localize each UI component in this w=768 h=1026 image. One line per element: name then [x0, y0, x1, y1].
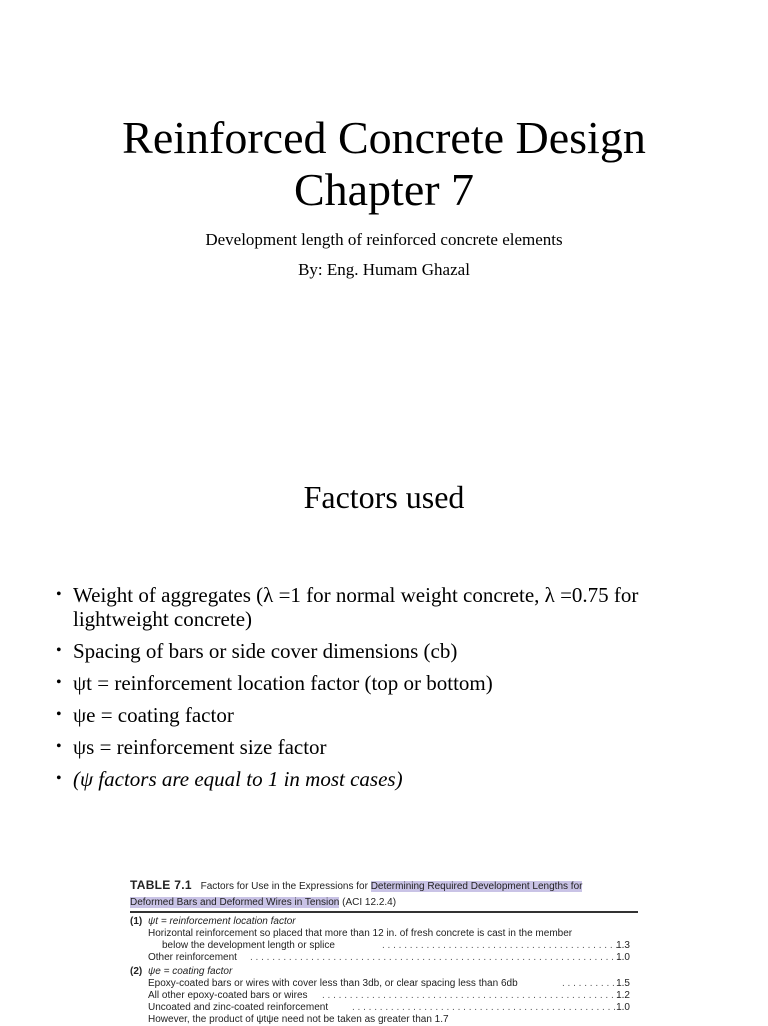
bullet-icon: •: [56, 642, 62, 659]
aci-factor-table: TABLE 7.1 Factors for Use in the Expressions for Determining Required Development Lengths for Deformed Bars and Deformed Wires in Tension (ACI 12.2.4) (1) ψt = reinforcement location factor Horizontal reinforcement so placed that more than 12 in. of fresh concrete is cast in the member below the development length or splice . . . . . . . . . . . . . . . . . . . . . . . . . . . . . . . . . . . . . . . . . . . 1.3 Other reinforcement . . . . . . . . . . . . . . . . . . . . . . . . . . . . . . . . . . . . . . . . . . . . . . . . . . . . . . . . . . . . . . . . . . . 1.0 (2) ψe = coating factor Epoxy-coated bars or wires with cover less than 3db, or clear spacing less than 6db . . . . . . . . . . 1.5 All other epoxy-coated bars or wires . . . . . . . . . . . . . . . . . . . . . . . . . . . . . . . . . . . . . . . . . . . . . . . . . . . . . . 1.2 Uncoated and zinc-coated reinforcement . . . . . . . . . . . . . . . . . . . . . . . . . . . . . . . . . . . . . . . . . . . . . . . . 1.0 However, the product of ψtψe need not be taken as greater than 1.7: [130, 874, 640, 1024]
bullet-item: • Spacing of bars or side cover dimensions (cb): [56, 639, 458, 663]
title-line-1: Reinforced Concrete Design: [122, 112, 646, 163]
table-caption: [130, 877, 640, 911]
table-label: TABLE 7.1: [130, 878, 192, 892]
bullet-icon: •: [56, 706, 62, 723]
title-slide: [0, 0, 768, 440]
title-line-2: Chapter 7: [293, 164, 475, 215]
caption-ref: (ACI 12.2.4): [342, 897, 397, 908]
caption-plain: Factors for Use in the Expressions for: [200, 881, 368, 892]
bullet-icon: •: [56, 586, 62, 603]
bullet-icon: •: [56, 674, 62, 691]
factor-bullet-list: [56, 583, 706, 799]
bullet-item: • ψe = coating factor: [56, 703, 234, 727]
bullet-icon: •: [56, 738, 62, 755]
slide-author: By: Eng. Humam Ghazal: [298, 260, 470, 279]
caption-highlight-2: Deformed Bars and Deformed Wires in Tension: [130, 897, 340, 908]
caption-highlight-1: Determining Required Development Lengths for: [370, 881, 583, 892]
factors-slide: [0, 440, 768, 1024]
bullet-icon: •: [56, 770, 62, 787]
bullet-item: • ψs = reinforcement size factor: [56, 735, 327, 759]
bullet-item: • Weight of aggregates (λ =1 for normal weight concrete, λ =0.75 for lightweight concrete): [56, 583, 639, 631]
factors-title: Factors used: [303, 479, 465, 515]
bullet-item: • (ψ factors are equal to 1 in most cases): [56, 767, 403, 791]
slide-subtitle: Development length of reinforced concrete elements: [205, 230, 563, 249]
bullet-item: • ψt = reinforcement location factor (top or bottom): [56, 671, 493, 695]
table-rule: [130, 911, 638, 913]
slide-title: [0, 112, 768, 216]
